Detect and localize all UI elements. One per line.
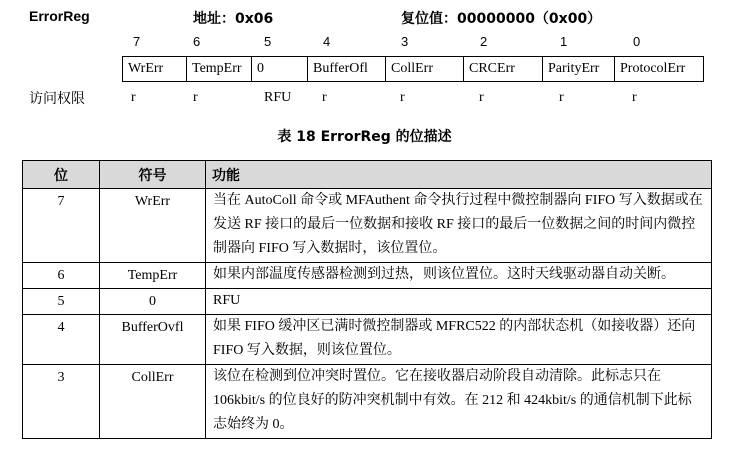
bit-cell-parityerr: ParityErr: [543, 57, 615, 82]
header-bit: 位: [23, 161, 100, 189]
table-row: [23, 263, 712, 289]
row-symbol: 0: [100, 289, 206, 315]
bit-cell-wrerr: WrErr: [123, 57, 187, 82]
register-bit-table: [122, 56, 704, 82]
bit-cell-collerr: CollErr: [386, 57, 464, 82]
register-bit-row: [123, 57, 704, 82]
access-value-4: r: [322, 90, 327, 105]
row-bit: 6: [23, 263, 100, 289]
row-symbol: WrErr: [100, 189, 206, 263]
bit-cell-bufferofl: BufferOfl: [308, 57, 386, 82]
bit-number-7: 7: [133, 34, 141, 49]
bit-cell-crcerr: CRCErr: [464, 57, 543, 82]
access-value-6: r: [193, 90, 198, 105]
bit-number-2: 2: [480, 34, 488, 49]
table-row: [23, 315, 712, 365]
access-value-3: r: [400, 90, 405, 105]
access-value-2: r: [479, 90, 484, 105]
access-label: 访问权限: [29, 91, 85, 107]
row-function: RFU: [206, 289, 712, 315]
row-symbol: TempErr: [100, 263, 206, 289]
register-reset-value: 复位值：00000000（0x00）: [401, 11, 602, 27]
bit-number-1: 1: [560, 34, 568, 49]
bit-cell-temperr: TempErr: [187, 57, 252, 82]
row-function: 如果 FIFO 缓冲区已满时微控制器或 MFRC522 的内部状态机（如接收器）还向 FIFO 写入数据，则该位置位。: [206, 315, 712, 365]
row-function: 该位在检测到位冲突时置位。它在接收器启动阶段自动清除。此标志只在 106kbit/s 的位良好的防冲突机制中有效。在 212 和 424kbit/s 的通信机制下此标志始终为 0。: [206, 365, 712, 439]
bit-number-0: 0: [633, 34, 641, 49]
row-function: 如果内部温度传感器检测到过热，则该位置位。这时天线驱动器自动关断。: [206, 263, 712, 289]
table-row: [23, 189, 712, 263]
bit-cell-protocolerr: ProtocolErr: [615, 57, 704, 82]
table-header-row: [23, 161, 712, 189]
access-value-1: r: [559, 90, 564, 105]
bit-number-5: 5: [264, 34, 272, 49]
bit-number-3: 3: [401, 34, 409, 49]
bit-cell-rfu: 0: [252, 57, 308, 82]
register-name: ErrorReg: [29, 8, 90, 24]
access-value-0: r: [632, 90, 637, 105]
row-symbol: CollErr: [100, 365, 206, 439]
bit-description-table: [22, 160, 712, 439]
row-function: 当在 AutoColl 命令或 MFAuthent 命令执行过程中微控制器向 FIFO 写入数据或在发送 RF 接口的最后一位数据和接收 RF 接口的最后一位数据之间的时间内微控制器向 FIFO 写入数据时，该位置位。: [206, 189, 712, 263]
bit-number-6: 6: [193, 34, 201, 49]
table-row: [23, 365, 712, 439]
table-caption: 表 18 ErrorReg 的位描述: [277, 129, 452, 145]
row-bit: 7: [23, 189, 100, 263]
header-symbol: 符号: [100, 161, 206, 189]
row-bit: 4: [23, 315, 100, 365]
bit-number-4: 4: [323, 34, 331, 49]
row-symbol: BufferOvfl: [100, 315, 206, 365]
register-address: 地址：0x06: [193, 11, 274, 27]
access-value-7: r: [131, 90, 136, 105]
table-row: [23, 289, 712, 315]
access-value-5: RFU: [264, 90, 292, 105]
row-bit: 5: [23, 289, 100, 315]
header-function: 功能: [206, 161, 712, 189]
row-bit: 3: [23, 365, 100, 439]
